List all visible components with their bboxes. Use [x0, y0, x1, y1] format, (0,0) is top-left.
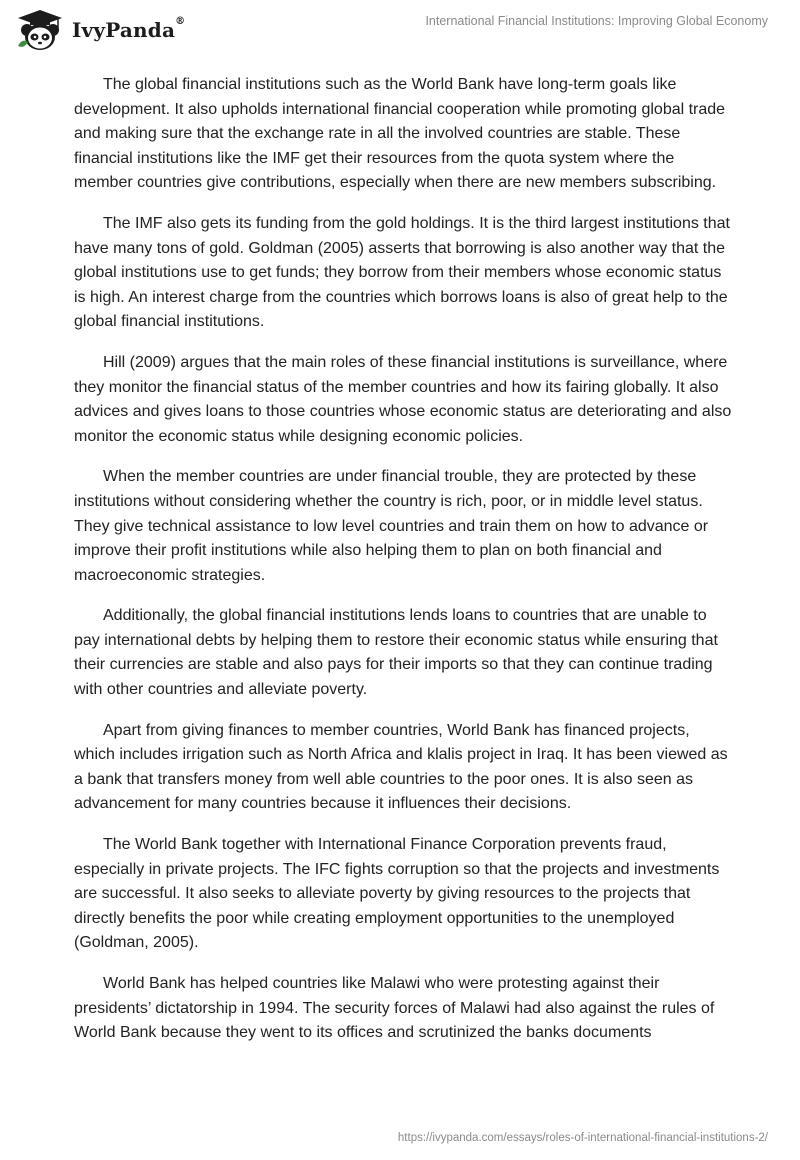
- paragraph: Additionally, the global financial institutions lends loans to countries that are unable to pay international debts by helping them to restore their economic status while ensuring that their currencies are stable and also pays for their imports so that they can continue trading with other countries and alleviate poverty.: [74, 607, 718, 699]
- paragraph: World Bank has helped countries like Malawi who were protesting against their presidents’ dictatorship in 1994. The security forces of Malawi had also against the rules of World Bank because they went to its offices and scrutinized the banks documents: [74, 975, 715, 1042]
- source-url[interactable]: https://ivypanda.com/essays/roles-of-international-financial-institutions-2/: [397, 1132, 768, 1144]
- paragraph: Apart from giving finances to member countries, World Bank has financed projects, which includes irrigation such as North Africa and klalis project in Iraq. It has been viewed as a bank that transfers money from well able countries to the poor ones. It is also seen as advancement for many countries because it influences their decisions.: [74, 721, 728, 813]
- paragraph: The IMF also gets its funding from the gold holdings. It is the third largest institutions that have many tons of gold. Goldman (2005) asserts that borrowing is also another way that the global institutions use to get funds; they borrow from their members whose economic status is high. An interest charge from the countries which borrows loans is also of great help to the global financial institutions.: [74, 214, 730, 331]
- registered-mark: ®: [175, 16, 186, 27]
- document-title: International Financial Institutions: Improving Global Economy: [425, 14, 768, 28]
- paragraph: The World Bank together with International Finance Corporation prevents fraud, especially in private projects. The IFC fights corruption so that the projects and investments are successful. It also seeks to alleviate poverty by giving resources to the projects that directly benefits the poor while creating employment opportunities to the unemployed (Goldman, 2005).: [74, 836, 720, 952]
- essay-body: [74, 73, 734, 1062]
- paragraph: When the member countries are under financial trouble, they are protected by these institutions without considering whether the country is rich, poor, or in middle level status. They give technical assistance to low level countries and train them on how to advance or improve their profit institutions while also helping them to plan on both financial and macroeconomic strategies.: [74, 468, 709, 584]
- panda-graduate-icon: [14, 8, 66, 52]
- paragraph: Hill (2009) argues that the main roles of these financial institutions is surveillance, where they monitor the financial status of the member countries and how its fairing globally. It also advices and gives loans to those countries whose economic status are deteriorating and also monitor the economic status while designing economic policies.: [74, 353, 732, 445]
- brand-name: IvyPanda®: [72, 16, 186, 42]
- ivypanda-logo[interactable]: [14, 8, 185, 52]
- page-header: [0, 0, 800, 60]
- paragraph: The global financial institutions such as the World Bank have long-term goals like development. It also upholds international financial cooperation while promoting global trade and making sure that the exchange rate in all the involved countries are stable. These financial institutions like the IMF get their resources from the quota system where the member countries give contributions, especially when there are new members subscribing.: [74, 76, 726, 192]
